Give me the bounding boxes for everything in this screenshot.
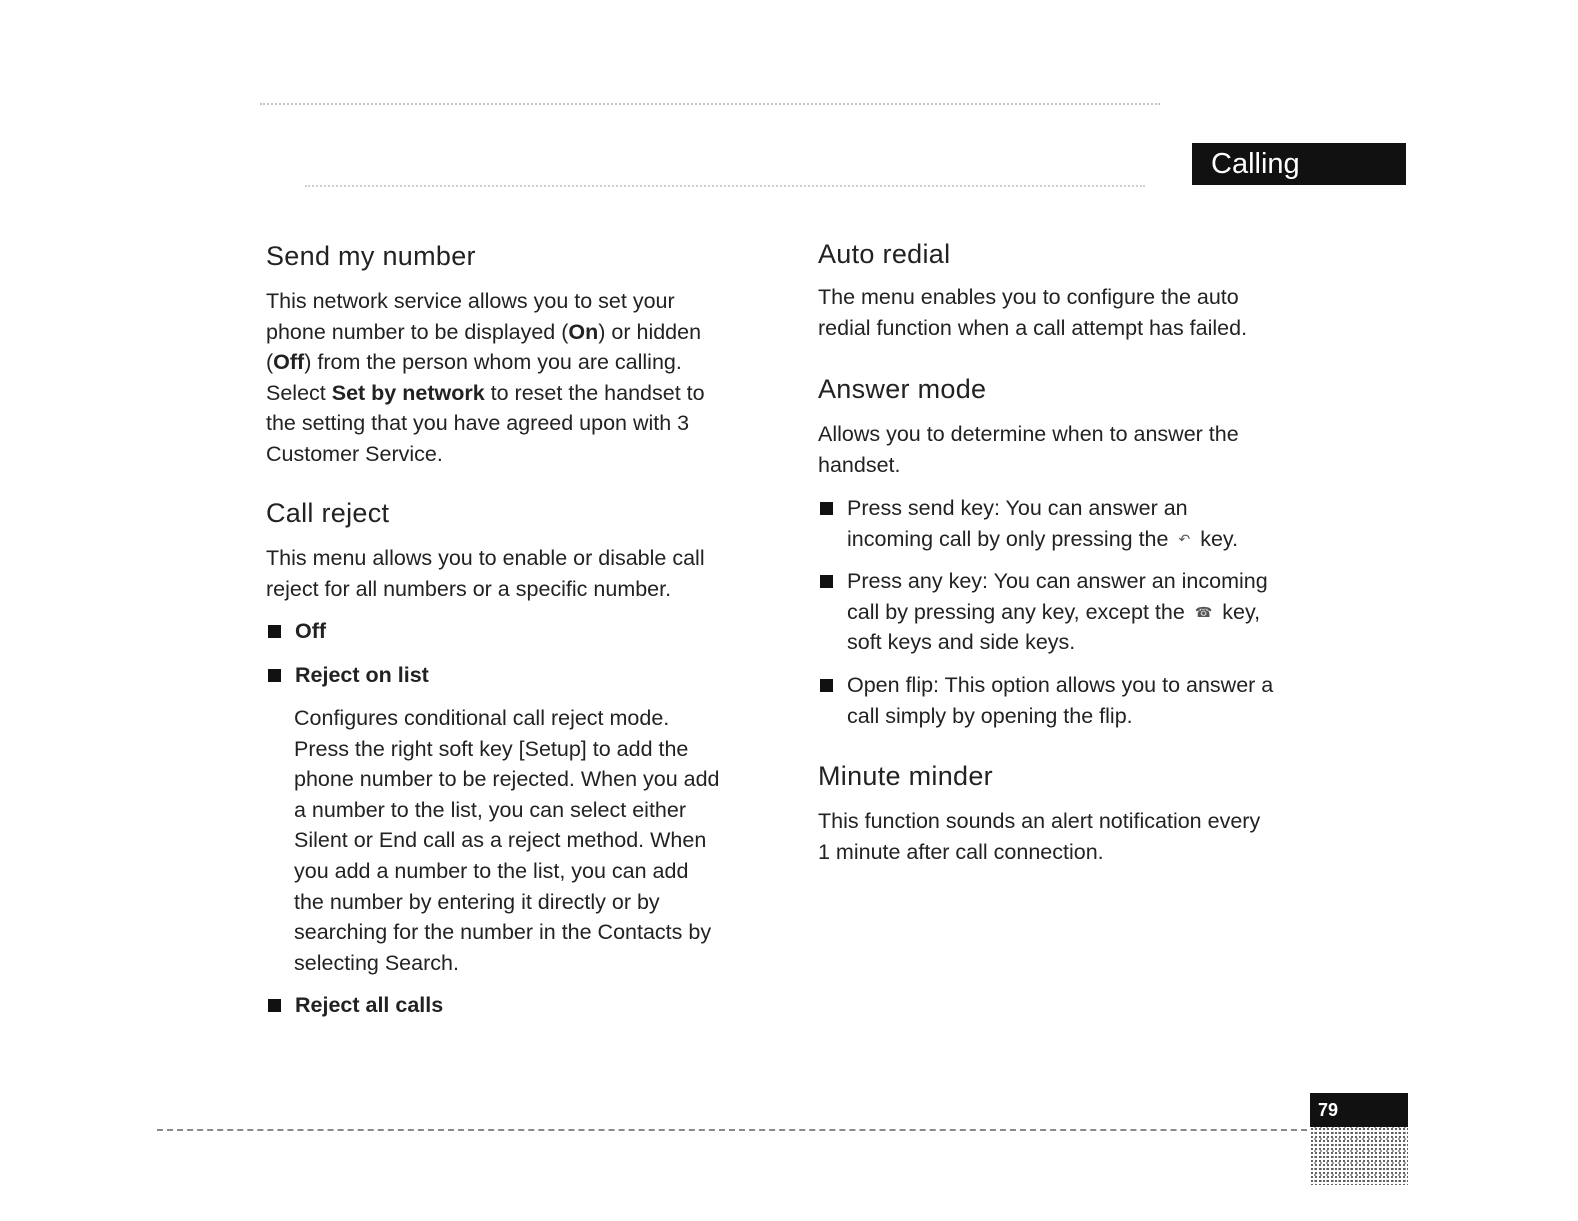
option-press-send-key (818, 493, 1338, 554)
bullet-icon (820, 502, 833, 515)
minute-minder-heading: Minute minder (818, 761, 993, 791)
option-reject-all-calls (266, 990, 786, 1021)
minute-minder-line-2: 1 minute after call connection. (818, 839, 1104, 864)
send-my-number-section (266, 236, 786, 470)
text-fragment: ( (266, 350, 274, 375)
page-corner-texture (1310, 1127, 1408, 1185)
set-by-network-keyword: Set by network (331, 380, 485, 405)
send-my-number-line-1: This network service allows you to set your (266, 289, 675, 313)
desc-line: a number to the list, you can select either (294, 797, 686, 822)
desc-line: searching for the number in the Contacts by (294, 920, 712, 945)
desc-line: selecting Search. (294, 950, 459, 975)
auto-redial-line-1: The menu enables you to configure the auto (818, 285, 1239, 309)
option-text: Open flip: This option allows you to answer a (847, 673, 1274, 697)
text-fragment: to reset the handset to (484, 380, 705, 405)
desc-line: Configures conditional call reject mode. (294, 706, 670, 730)
option-text: call by pressing any key, except the (847, 599, 1185, 624)
send-my-number-line-2 (266, 317, 786, 348)
send-my-number-heading: Send my number (266, 241, 476, 271)
call-reject-heading: Call reject (266, 498, 390, 528)
footer-dashed-rule (157, 1129, 1307, 1131)
option-off (266, 616, 786, 647)
header-dotted-rule-top (260, 103, 1160, 105)
answer-mode-intro-1: Allows you to determine when to answer the (818, 422, 1239, 446)
desc-line: Silent or End call as a reject method. When (294, 828, 707, 853)
minute-minder-line-1: This function sounds an alert notification every (818, 809, 1261, 833)
option-text: incoming call by only pressing the (847, 526, 1169, 551)
option-reject-on-list (266, 660, 786, 691)
answer-mode-options (818, 493, 1338, 554)
bullet-icon (820, 575, 833, 588)
send-my-number-line-4 (266, 378, 786, 409)
text-fragment: phone number to be displayed ( (266, 319, 569, 344)
section-title: Calling (1211, 148, 1300, 180)
desc-line: you add a number to the list, you can add (294, 858, 689, 883)
section-tab (1192, 143, 1406, 185)
send-my-number-line-5: the setting that you have agreed upon with 3 (266, 411, 690, 436)
page-number-box (1310, 1093, 1408, 1127)
bullet-icon (820, 679, 833, 692)
option-text: call simply by opening the flip. (847, 703, 1133, 728)
desc-line: phone number to be rejected. When you add (294, 767, 720, 792)
call-reject-intro-1: This menu allows you to enable or disable call (266, 546, 705, 570)
call-reject-section (266, 493, 786, 604)
auto-redial-line-2: redial function when a call attempt has failed. (818, 315, 1248, 340)
page-number: 79 (1318, 1100, 1339, 1120)
send-key-icon: ↶ (1178, 530, 1191, 547)
option-label: Reject on list (295, 663, 429, 687)
option-label: Reject all calls (295, 993, 444, 1017)
option-text: Press any key: You can answer an incoming (847, 569, 1268, 593)
header-dotted-rule-bottom (305, 185, 1145, 187)
on-keyword: On (568, 319, 599, 344)
end-key-icon: ☎ (1194, 603, 1213, 620)
bullet-icon (268, 625, 281, 638)
auto-redial-heading: Auto redial (818, 239, 951, 269)
option-press-any-key (818, 566, 1338, 658)
answer-mode-heading: Answer mode (818, 374, 987, 404)
text-fragment: Select (266, 380, 332, 405)
call-reject-options-2 (266, 660, 786, 691)
option-text: key. (1200, 526, 1239, 551)
option-open-flip (818, 670, 1338, 731)
option-text: soft keys and side keys. (847, 630, 1076, 655)
answer-mode-intro-2: handset. (818, 452, 901, 477)
auto-redial-section (818, 234, 1338, 343)
desc-line: Press the right soft key [Setup] to add the (294, 736, 689, 761)
minute-minder-section (818, 756, 1338, 867)
answer-mode-options-2 (818, 566, 1338, 658)
option-text: Press send key: You can answer an (847, 496, 1188, 520)
answer-mode-section (818, 369, 1338, 480)
option-text: key, (1222, 599, 1261, 624)
call-reject-options (266, 616, 786, 647)
bullet-icon (268, 669, 281, 682)
reject-on-list-description (266, 703, 814, 978)
send-my-number-line-3 (266, 347, 786, 378)
option-label: Off (295, 619, 327, 643)
text-fragment: ) or hidden (598, 319, 702, 344)
bullet-icon (268, 999, 281, 1012)
answer-mode-options-3 (818, 670, 1338, 731)
call-reject-options-3 (266, 990, 786, 1021)
desc-line: the number by entering it directly or by (294, 889, 660, 914)
text-fragment: ) from the person whom you are calling. (304, 350, 682, 375)
off-keyword: Off (273, 350, 305, 375)
send-my-number-line-6: Customer Service. (266, 441, 443, 466)
call-reject-intro-2: reject for all numbers or a specific number. (266, 576, 672, 601)
